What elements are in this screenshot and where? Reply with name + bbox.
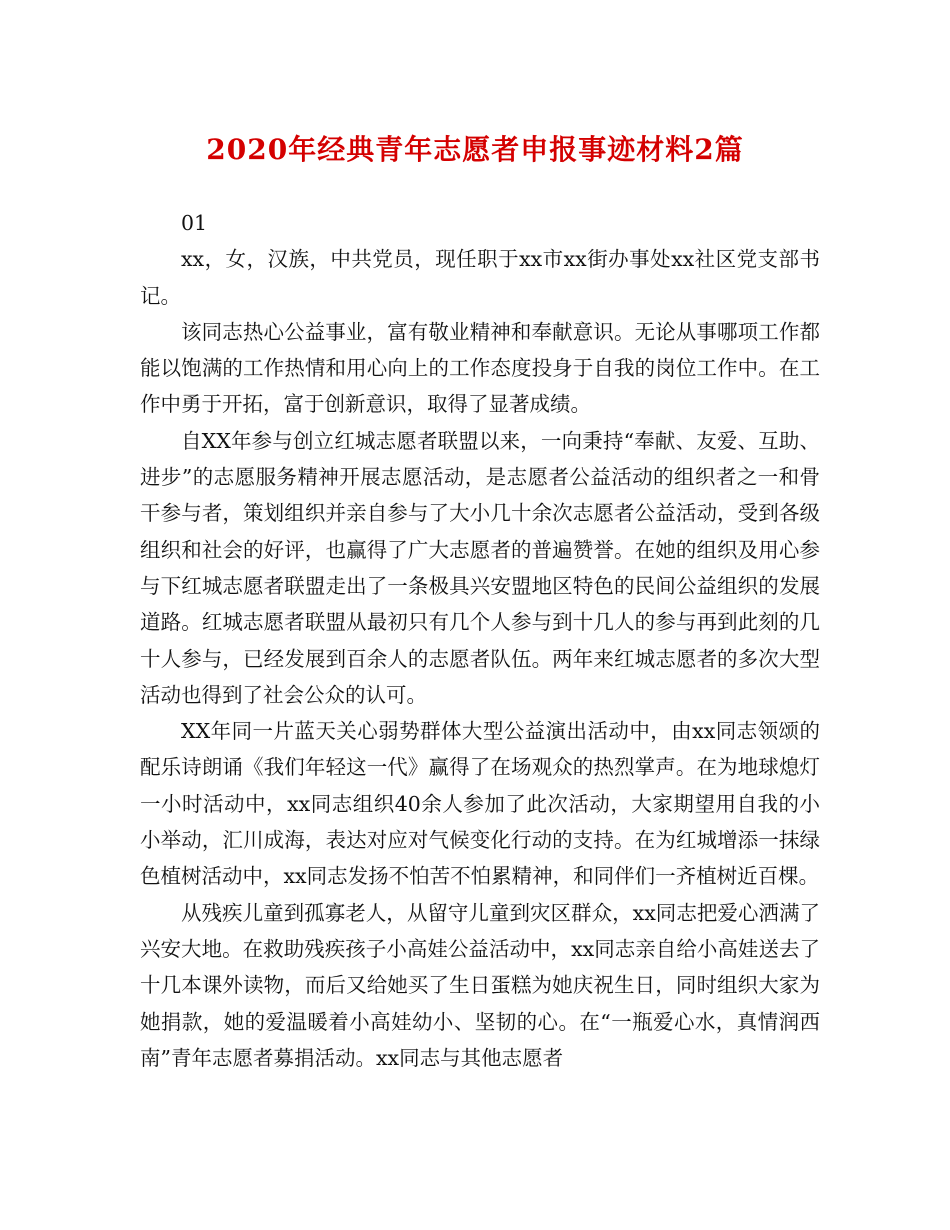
paragraph: xx，女，汉族，中共党员，现任职于xx市xx街办事处xx社区党支部书记。 [140,247,820,308]
section-number: 01 [181,211,208,235]
paragraph: XX年同一片蓝天关心弱势群体大型公益演出活动中，由xx同志领颂的配乐诗朗诵《我们年轻这一代》赢得了在场观众的热烈掌声。在为地球熄灯一小时活动中，xx同志组织40余人参加了此次活动，大家期望用自我的小小举动，汇川成海，表达对应对气候变化行动的支持。在为红城增添一抹绿色植树活动中，xx同志发扬不怕苦不怕累精神，和同伴们一齐植树近百棵。 [140,719,820,889]
document-title: 2020年经典青年志愿者申报事迹材料2篇 [206,133,744,166]
paragraph: 自XX年参与创立红城志愿者联盟以来，一向秉持“奉献、友爱、互助、进步”的志愿服务精神开展志愿活动，是志愿者公益活动的组织者之一和骨干参与者，策划组织并亲自参与了大小几十余次志愿者公益活动，受到各级组织和社会的好评，也赢得了广大志愿者的普遍赞誉。在她的组织及用心参与下红城志愿者联盟走出了一条极具兴安盟地区特色的民间公益组织的发展道路。红城志愿者联盟从最初只有几个人参与到十几人的参与再到此刻的几十人参与，已经发展到百余人的志愿者队伍。两年来红城志愿者的多次大型活动也得到了社会公众的认可。 [140,428,820,707]
document-body [140,205,820,1076]
paragraph: 从残疾儿童到孤寡老人，从留守儿童到灾区群众，xx同志把爱心洒满了兴安大地。在救助残疾孩子小高娃公益活动中，xx同志亲自给小高娃送去了十几本课外读物，而后又给她买了生日蛋糕为她庆祝生日，同时组织大家为她捐款，她的爱温暖着小高娃幼小、坚韧的心。在“一瓶爱心水，真情润西南”青年志愿者募捐活动。xx同志与其他志愿者 [140,900,820,1070]
paragraph: 该同志热心公益事业，富有敬业精神和奉献意识。无论从事哪项工作都能以饱满的工作热情和用心向上的工作态度投身于自我的岗位工作中。在工作中勇于开拓，富于创新意识，取得了显著成绩。 [140,319,820,417]
